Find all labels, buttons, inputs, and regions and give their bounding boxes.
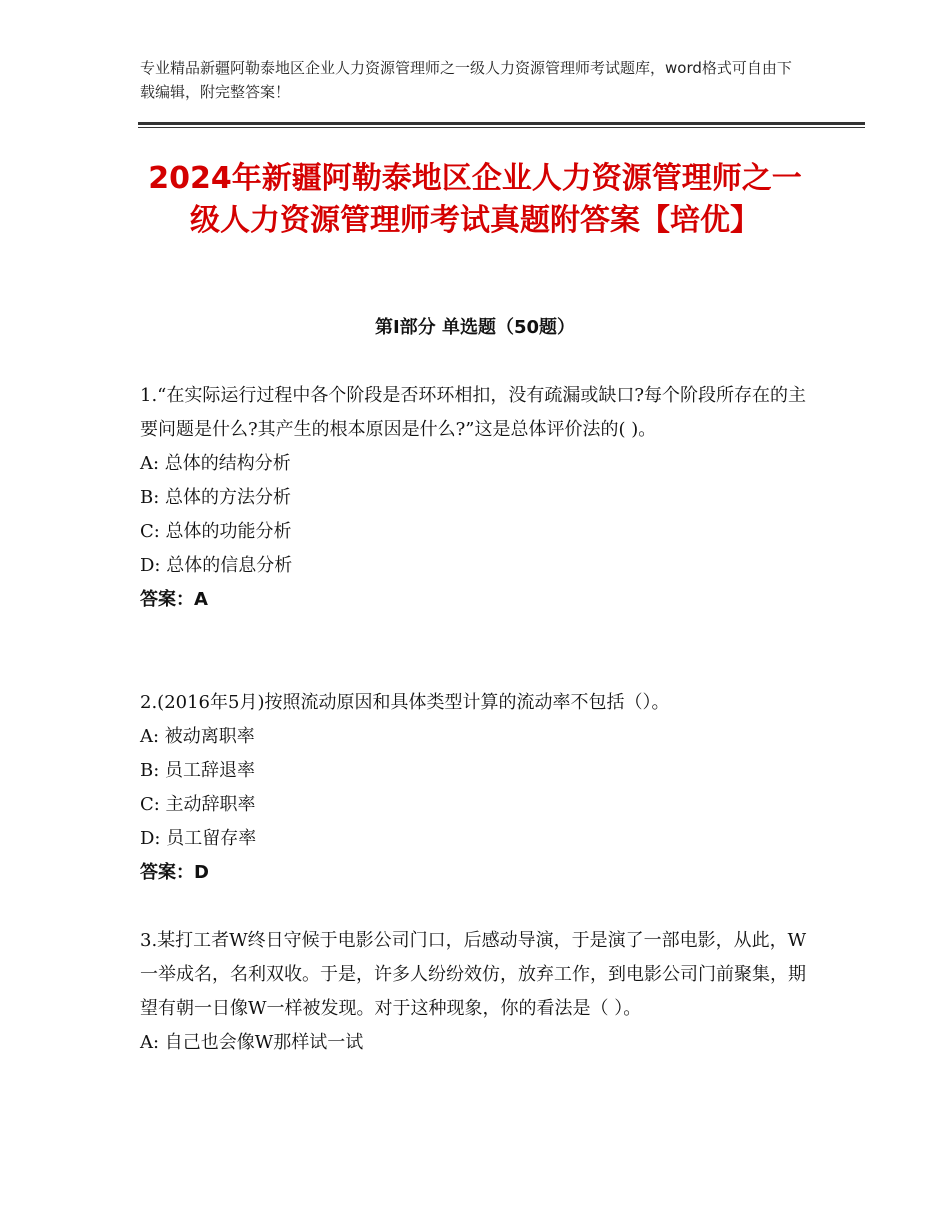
document-title: 2024年新疆阿勒泰地区企业人力资源管理师之一级人力资源管理师考试真题附答案【培优】	[148, 161, 802, 238]
header-rule-thin	[138, 127, 865, 128]
question-stem: 3.某打工者W终日守候于电影公司门口，后感动导演，于是演了一部电影，从此，W一举成名，名利双收。于是，许多人纷纷效仿，放弃工作，到电影公司门前聚集，期望有朝一日像W一样被发现。对于这种现象，你的看法是（ ）。	[140, 930, 807, 1019]
answer: 答案：D	[140, 862, 209, 883]
option-d: D: 总体的信息分析	[140, 555, 293, 576]
option-b: B: 员工辞退率	[140, 760, 256, 781]
option-a: A: 总体的结构分析	[140, 453, 291, 474]
section-title: 第Ⅰ部分 单选题（50题）	[374, 317, 575, 338]
option-a: A: 被动离职率	[140, 726, 255, 747]
option-c: C: 总体的功能分析	[140, 521, 292, 542]
header-note: 专业精品新疆阿勒泰地区企业人力资源管理师之一级人力资源管理师考试题库，word格式可自由下载编辑，附完整答案！	[140, 59, 792, 101]
answer: 答案：A	[140, 589, 208, 610]
option-a: A: 自己也会像W那样试一试	[140, 1032, 364, 1053]
question-3	[140, 924, 810, 1060]
question-1	[140, 379, 810, 617]
question-stem: 2.(2016年5月)按照流动原因和具体类型计算的流动率不包括（）。	[140, 692, 670, 713]
question-stem: 1.“在实际运行过程中各个阶段是否环环相扣，没有疏漏或缺口?每个阶段所存在的主要问题是什么?其产生的根本原因是什么?”这是总体评价法的( )。	[140, 385, 807, 440]
option-b: B: 总体的方法分析	[140, 487, 292, 508]
question-2	[140, 686, 810, 890]
option-c: C: 主动辞职率	[140, 794, 256, 815]
header-rule-thick	[138, 122, 865, 125]
option-d: D: 员工留存率	[140, 828, 257, 849]
